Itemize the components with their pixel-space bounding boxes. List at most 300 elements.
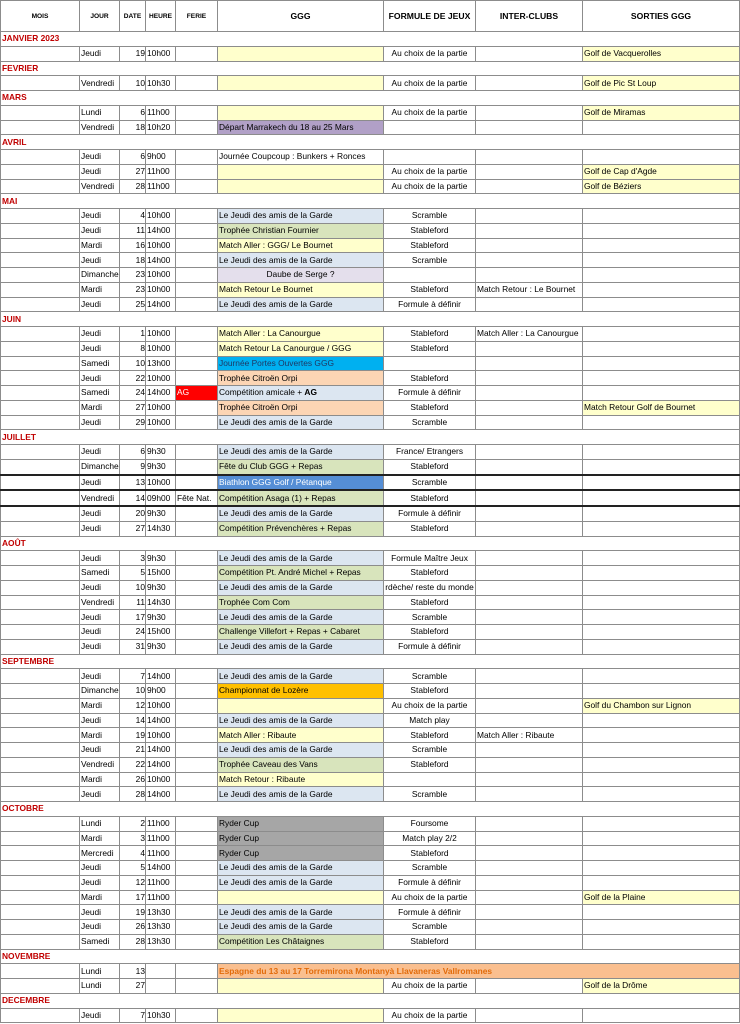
inter-clubs-cell bbox=[476, 698, 583, 713]
ggg-event-label: Le Jeudi des amis de la Garde bbox=[219, 906, 333, 917]
table-row bbox=[1, 846, 740, 861]
ggg-event-cell bbox=[218, 816, 384, 831]
inter-clubs-cell bbox=[476, 831, 583, 846]
ggg-event-label: Le Jeudi des amis de la Garde bbox=[219, 611, 333, 622]
date-cell: 7 bbox=[120, 669, 146, 684]
inter-clubs-cell bbox=[476, 816, 583, 831]
sorties-cell bbox=[583, 327, 740, 342]
ferie-cell bbox=[176, 610, 218, 625]
month-cell bbox=[1, 772, 80, 787]
heure-cell: 9h30 bbox=[146, 580, 176, 595]
date-cell: 5 bbox=[120, 861, 146, 876]
ggg-event-cell bbox=[218, 566, 384, 581]
month-cell bbox=[1, 669, 80, 684]
month-cell bbox=[1, 445, 80, 460]
month-cell bbox=[1, 459, 80, 474]
heure-cell: 11h00 bbox=[146, 831, 176, 846]
sorties-cell bbox=[583, 253, 740, 268]
inter-clubs-cell bbox=[476, 341, 583, 356]
jour-cell: Samedi bbox=[80, 356, 120, 371]
month-cell bbox=[1, 475, 80, 491]
heure-cell: 09h00 bbox=[146, 490, 176, 506]
formule-cell: Formule à définir bbox=[384, 905, 476, 920]
jour-cell: Jeudi bbox=[80, 610, 120, 625]
ferie-cell bbox=[176, 46, 218, 61]
table-row bbox=[1, 238, 740, 253]
heure-cell: 13h00 bbox=[146, 356, 176, 371]
month-cell bbox=[1, 105, 80, 120]
table-row bbox=[1, 521, 740, 536]
ferie-cell bbox=[176, 506, 218, 521]
table-row bbox=[1, 934, 740, 949]
month-cell bbox=[1, 46, 80, 61]
heure-cell: 14h00 bbox=[146, 386, 176, 401]
ferie-cell bbox=[176, 76, 218, 91]
inter-clubs-cell bbox=[476, 875, 583, 890]
inter-clubs-cell bbox=[476, 386, 583, 401]
month-cell bbox=[1, 386, 80, 401]
formule-cell: Stableford bbox=[384, 595, 476, 610]
date-cell: 16 bbox=[120, 238, 146, 253]
ggg-event-label: Trophée Citroën Orpi bbox=[219, 372, 298, 383]
table-row bbox=[1, 223, 740, 238]
ggg-event-cell bbox=[218, 179, 384, 194]
sorties-cell bbox=[583, 490, 740, 506]
jour-cell: Samedi bbox=[80, 934, 120, 949]
sorties-cell bbox=[583, 268, 740, 283]
month-row bbox=[1, 135, 740, 150]
table-row bbox=[1, 268, 740, 283]
ggg-event-label: Le Jeudi des amis de la Garde bbox=[219, 446, 333, 457]
ggg-event-cell bbox=[218, 905, 384, 920]
ggg-event-cell bbox=[218, 150, 384, 165]
ggg-event-label: Match Aller : La Canourgue bbox=[219, 328, 321, 339]
inter-clubs-cell bbox=[476, 459, 583, 474]
ggg-event-label: Le Jeudi des amis de la Garde bbox=[219, 921, 333, 932]
sorties-cell bbox=[583, 846, 740, 861]
heure-cell: 10h30 bbox=[146, 76, 176, 91]
date-cell: 10 bbox=[120, 580, 146, 595]
inter-clubs-cell bbox=[476, 920, 583, 935]
jour-cell: Jeudi bbox=[80, 253, 120, 268]
sorties-cell bbox=[583, 566, 740, 581]
formule-cell bbox=[384, 268, 476, 283]
formule-cell: Stableford bbox=[384, 238, 476, 253]
table-row bbox=[1, 595, 740, 610]
table-row bbox=[1, 979, 740, 994]
ferie-cell: Fête Nat. bbox=[176, 490, 218, 506]
sorties-cell: Match Retour Golf de Bournet bbox=[583, 400, 740, 415]
table-row bbox=[1, 459, 740, 474]
inter-clubs-cell bbox=[476, 521, 583, 536]
inter-clubs-cell bbox=[476, 356, 583, 371]
sorties-cell: Golf de la Drôme bbox=[583, 979, 740, 994]
table-row bbox=[1, 105, 740, 120]
formule-cell bbox=[384, 356, 476, 371]
heure-cell: 10h00 bbox=[146, 400, 176, 415]
month-row bbox=[1, 536, 740, 551]
table-row bbox=[1, 920, 740, 935]
date-cell: 11 bbox=[120, 595, 146, 610]
date-cell: 31 bbox=[120, 639, 146, 654]
jour-cell: Jeudi bbox=[80, 669, 120, 684]
date-cell: 22 bbox=[120, 371, 146, 386]
table-row bbox=[1, 120, 740, 135]
month-cell bbox=[1, 341, 80, 356]
date-cell: 14 bbox=[120, 490, 146, 506]
sorties-cell bbox=[583, 580, 740, 595]
date-cell: 23 bbox=[120, 282, 146, 297]
date-cell: 12 bbox=[120, 875, 146, 890]
inter-clubs-cell: Match Aller : Ribaute bbox=[476, 728, 583, 743]
inter-clubs-cell bbox=[476, 475, 583, 491]
jour-cell: Vendredi bbox=[80, 757, 120, 772]
date-cell: 13 bbox=[120, 964, 146, 979]
ferie-cell bbox=[176, 772, 218, 787]
ferie-cell bbox=[176, 341, 218, 356]
ferie-cell bbox=[176, 551, 218, 566]
inter-clubs-cell bbox=[476, 905, 583, 920]
date-cell: 24 bbox=[120, 625, 146, 640]
ggg-event-label: Le Jeudi des amis de la Garde bbox=[219, 670, 333, 681]
sorties-cell: Golf de la Plaine bbox=[583, 890, 740, 905]
inter-clubs-cell bbox=[476, 268, 583, 283]
date-cell: 22 bbox=[120, 757, 146, 772]
header-inter: INTER-CLUBS bbox=[476, 1, 583, 32]
ggg-event-cell bbox=[218, 400, 384, 415]
inter-clubs-cell bbox=[476, 551, 583, 566]
month-cell bbox=[1, 816, 80, 831]
ggg-event-label: Le Jeudi des amis de la Garde bbox=[219, 744, 333, 755]
date-cell: 9 bbox=[120, 459, 146, 474]
ggg-event-label: Ryder Cup bbox=[219, 847, 260, 858]
formule-cell: Scramble bbox=[384, 787, 476, 802]
heure-cell: 11h00 bbox=[146, 105, 176, 120]
formule-cell: Stableford bbox=[384, 341, 476, 356]
inter-clubs-cell bbox=[476, 610, 583, 625]
month-label: MAI bbox=[1, 194, 80, 209]
jour-cell: Jeudi bbox=[80, 551, 120, 566]
formule-cell: Stableford bbox=[384, 625, 476, 640]
jour-cell: Dimanche bbox=[80, 268, 120, 283]
inter-clubs-cell bbox=[476, 934, 583, 949]
header-ggg: GGG bbox=[218, 1, 384, 32]
heure-cell: 14h00 bbox=[146, 861, 176, 876]
month-cell bbox=[1, 698, 80, 713]
jour-cell: Jeudi bbox=[80, 625, 120, 640]
jour-cell: Jeudi bbox=[80, 341, 120, 356]
ggg-event-cell bbox=[218, 356, 384, 371]
ggg-event-cell bbox=[218, 669, 384, 684]
ggg-event-label: Match Retour Le Bournet bbox=[219, 284, 313, 295]
ggg-event-cell bbox=[218, 415, 384, 430]
ferie-cell bbox=[176, 639, 218, 654]
formule-cell: Formule Maître Jeux bbox=[384, 551, 476, 566]
heure-cell: 15h00 bbox=[146, 625, 176, 640]
month-row bbox=[1, 312, 740, 327]
heure-cell: 10h00 bbox=[146, 238, 176, 253]
inter-clubs-cell bbox=[476, 625, 583, 640]
month-cell bbox=[1, 297, 80, 312]
ggg-event-cell bbox=[218, 521, 384, 536]
ggg-event-cell bbox=[218, 164, 384, 179]
ferie-cell bbox=[176, 282, 218, 297]
sorties-cell bbox=[583, 282, 740, 297]
table-row bbox=[1, 1008, 740, 1023]
inter-clubs-cell bbox=[476, 757, 583, 772]
formule-cell bbox=[384, 150, 476, 165]
date-cell: 27 bbox=[120, 400, 146, 415]
month-label: JUILLET bbox=[1, 430, 80, 445]
heure-cell: 15h00 bbox=[146, 566, 176, 581]
ggg-event-cell bbox=[218, 445, 384, 460]
date-cell: 19 bbox=[120, 728, 146, 743]
date-cell: 1 bbox=[120, 327, 146, 342]
calendar-body bbox=[1, 32, 740, 1023]
ferie-cell bbox=[176, 625, 218, 640]
formule-cell: Au choix de la partie bbox=[384, 979, 476, 994]
ggg-event-label: Ryder Cup bbox=[219, 832, 260, 843]
month-row bbox=[1, 61, 740, 76]
formule-cell: Au choix de la partie bbox=[384, 698, 476, 713]
month-filler bbox=[80, 32, 740, 47]
date-cell: 13 bbox=[120, 475, 146, 491]
formule-cell: Au choix de la partie bbox=[384, 46, 476, 61]
ggg-event-label: Le Jeudi des amis de la Garde bbox=[219, 641, 333, 652]
ferie-cell bbox=[176, 861, 218, 876]
heure-cell: 10h00 bbox=[146, 327, 176, 342]
date-cell: 17 bbox=[120, 610, 146, 625]
formule-cell: Stableford bbox=[384, 371, 476, 386]
inter-clubs-cell: Match Aller : La Canourgue bbox=[476, 327, 583, 342]
table-row bbox=[1, 490, 740, 506]
ferie-cell bbox=[176, 757, 218, 772]
month-filler bbox=[80, 430, 740, 445]
table-row bbox=[1, 386, 740, 401]
formule-cell: Stableford bbox=[384, 223, 476, 238]
heure-cell: 14h00 bbox=[146, 713, 176, 728]
ggg-event-cell bbox=[218, 875, 384, 890]
ferie-cell bbox=[176, 890, 218, 905]
month-row bbox=[1, 993, 740, 1008]
ggg-event-cell bbox=[218, 625, 384, 640]
ggg-event-label: Trophée Christian Fournier bbox=[219, 225, 319, 236]
date-cell: 27 bbox=[120, 521, 146, 536]
sorties-cell: Golf de Cap d'Agde bbox=[583, 164, 740, 179]
formule-cell: Au choix de la partie bbox=[384, 1008, 476, 1023]
ggg-event-label: Journée Coupcoup : Bunkers + Ronces bbox=[219, 151, 366, 162]
heure-cell: 14h00 bbox=[146, 253, 176, 268]
table-row bbox=[1, 875, 740, 890]
month-cell bbox=[1, 415, 80, 430]
sorties-cell bbox=[583, 595, 740, 610]
ferie-cell bbox=[176, 566, 218, 581]
ggg-event-label: Compétition Pt. André Michel + Repas bbox=[219, 567, 361, 578]
formule-cell: Au choix de la partie bbox=[384, 179, 476, 194]
header-row bbox=[1, 1, 740, 32]
table-row bbox=[1, 179, 740, 194]
sorties-cell bbox=[583, 920, 740, 935]
ferie-cell bbox=[176, 905, 218, 920]
ferie-cell bbox=[176, 831, 218, 846]
ggg-event-cell bbox=[218, 934, 384, 949]
sorties-cell bbox=[583, 669, 740, 684]
month-label: NOVEMBRE bbox=[1, 949, 80, 964]
sorties-cell bbox=[583, 415, 740, 430]
sorties-cell: Golf de Vacquerolles bbox=[583, 46, 740, 61]
heure-cell: 14h00 bbox=[146, 223, 176, 238]
inter-clubs-cell bbox=[476, 150, 583, 165]
table-row bbox=[1, 713, 740, 728]
inter-clubs-cell bbox=[476, 566, 583, 581]
month-label: SEPTEMBRE bbox=[1, 654, 80, 669]
heure-cell: 14h30 bbox=[146, 521, 176, 536]
heure-cell: 13h30 bbox=[146, 920, 176, 935]
ferie-cell bbox=[176, 1008, 218, 1023]
heure-cell: 11h00 bbox=[146, 846, 176, 861]
ggg-event-cell bbox=[218, 920, 384, 935]
ggg-event-cell bbox=[218, 713, 384, 728]
header-ferie: FERIE bbox=[176, 1, 218, 32]
table-row bbox=[1, 150, 740, 165]
ggg-event-label: Le Jeudi des amis de la Garde bbox=[219, 210, 333, 221]
month-cell bbox=[1, 150, 80, 165]
month-filler bbox=[80, 802, 740, 817]
sorties-cell bbox=[583, 120, 740, 135]
heure-cell: 9h30 bbox=[146, 506, 176, 521]
ggg-event-label: Challenge Villefort + Repas + Cabaret bbox=[219, 626, 360, 637]
sorties-cell bbox=[583, 1008, 740, 1023]
ferie-cell bbox=[176, 268, 218, 283]
ggg-event-cell bbox=[218, 105, 384, 120]
formule-cell: Scramble bbox=[384, 669, 476, 684]
formule-cell: Formule à définir bbox=[384, 875, 476, 890]
ggg-event-bold-label: AG bbox=[304, 387, 317, 398]
month-cell bbox=[1, 639, 80, 654]
table-row bbox=[1, 475, 740, 491]
table-row bbox=[1, 639, 740, 654]
heure-cell: 14h00 bbox=[146, 743, 176, 758]
ggg-event-label: Compétition Les Châtaignes bbox=[219, 936, 325, 947]
ggg-event-label: Journée Portes Ouvertes GGG bbox=[219, 357, 334, 368]
ggg-event-label: Compétition Asaga (1) + Repas bbox=[219, 492, 336, 503]
month-row bbox=[1, 949, 740, 964]
sorties-cell bbox=[583, 831, 740, 846]
ferie-cell bbox=[176, 150, 218, 165]
ferie-cell bbox=[176, 816, 218, 831]
ggg-event-cell bbox=[218, 728, 384, 743]
ggg-event-label: Espagne du 13 au 17 Torremirona Montanyà Llavaneras Vallromanes bbox=[219, 965, 493, 976]
ggg-event-cell bbox=[218, 964, 740, 979]
date-cell: 20 bbox=[120, 506, 146, 521]
date-cell: 19 bbox=[120, 46, 146, 61]
jour-cell: Mardi bbox=[80, 831, 120, 846]
ggg-event-label: Le Jeudi des amis de la Garde bbox=[219, 416, 333, 427]
header-date: DATE bbox=[120, 1, 146, 32]
formule-cell: Stableford bbox=[384, 521, 476, 536]
header-jour: JOUR bbox=[80, 1, 120, 32]
ggg-event-cell bbox=[218, 580, 384, 595]
sorties-cell bbox=[583, 371, 740, 386]
date-cell: 7 bbox=[120, 1008, 146, 1023]
month-cell bbox=[1, 490, 80, 506]
date-cell: 6 bbox=[120, 105, 146, 120]
ferie-cell bbox=[176, 875, 218, 890]
ggg-event-cell bbox=[218, 46, 384, 61]
month-cell bbox=[1, 551, 80, 566]
inter-clubs-cell bbox=[476, 253, 583, 268]
table-row bbox=[1, 905, 740, 920]
heure-cell: 10h00 bbox=[146, 415, 176, 430]
jour-cell: Jeudi bbox=[80, 1008, 120, 1023]
jour-cell: Jeudi bbox=[80, 475, 120, 491]
ggg-event-label: Trophée Caveau des Vans bbox=[219, 759, 318, 770]
table-row bbox=[1, 209, 740, 224]
ggg-event-cell bbox=[218, 846, 384, 861]
formule-cell: Scramble bbox=[384, 610, 476, 625]
ggg-event-label: Compétition amicale + bbox=[219, 387, 305, 398]
formule-cell: Scramble bbox=[384, 743, 476, 758]
table-row bbox=[1, 551, 740, 566]
table-row bbox=[1, 253, 740, 268]
heure-cell: 9h30 bbox=[146, 459, 176, 474]
date-cell: 28 bbox=[120, 179, 146, 194]
table-row bbox=[1, 728, 740, 743]
date-cell: 25 bbox=[120, 297, 146, 312]
heure-cell: 14h00 bbox=[146, 297, 176, 312]
month-filler bbox=[80, 61, 740, 76]
jour-cell: Vendredi bbox=[80, 120, 120, 135]
month-filler bbox=[80, 312, 740, 327]
inter-clubs-cell bbox=[476, 846, 583, 861]
heure-cell bbox=[146, 964, 176, 979]
ferie-cell bbox=[176, 521, 218, 536]
sorties-cell bbox=[583, 743, 740, 758]
jour-cell: Jeudi bbox=[80, 327, 120, 342]
table-row bbox=[1, 164, 740, 179]
table-row bbox=[1, 964, 740, 979]
heure-cell: 14h00 bbox=[146, 757, 176, 772]
month-cell bbox=[1, 521, 80, 536]
sorties-cell bbox=[583, 150, 740, 165]
ggg-event-cell bbox=[218, 209, 384, 224]
ferie-cell bbox=[176, 120, 218, 135]
table-row bbox=[1, 297, 740, 312]
formule-cell: Scramble bbox=[384, 415, 476, 430]
month-cell bbox=[1, 787, 80, 802]
inter-clubs-cell bbox=[476, 46, 583, 61]
inter-clubs-cell bbox=[476, 580, 583, 595]
table-row bbox=[1, 282, 740, 297]
date-cell: 12 bbox=[120, 698, 146, 713]
month-label: FEVRIER bbox=[1, 61, 80, 76]
sorties-cell bbox=[583, 459, 740, 474]
sorties-cell bbox=[583, 875, 740, 890]
inter-clubs-cell bbox=[476, 979, 583, 994]
heure-cell: 9h00 bbox=[146, 150, 176, 165]
date-cell: 10 bbox=[120, 356, 146, 371]
sorties-cell bbox=[583, 238, 740, 253]
jour-cell: Jeudi bbox=[80, 150, 120, 165]
inter-clubs-cell bbox=[476, 669, 583, 684]
month-row bbox=[1, 194, 740, 209]
month-cell bbox=[1, 506, 80, 521]
heure-cell: 10h00 bbox=[146, 282, 176, 297]
ferie-cell bbox=[176, 846, 218, 861]
inter-clubs-cell bbox=[476, 890, 583, 905]
formule-cell: Stableford bbox=[384, 757, 476, 772]
inter-clubs-cell: Match Retour : Le Bournet bbox=[476, 282, 583, 297]
